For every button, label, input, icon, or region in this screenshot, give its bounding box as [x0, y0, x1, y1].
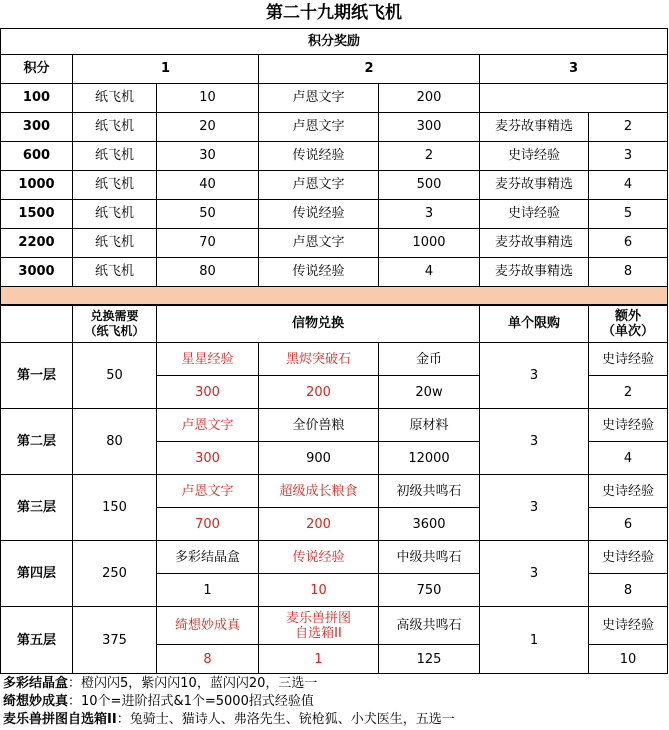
extra-name: 史诗经验: [589, 607, 668, 645]
extra-qty: 8: [589, 574, 668, 607]
header-tier-2: 2: [259, 54, 480, 83]
item-3-qty: 20w: [379, 376, 480, 409]
reward-3-qty: 5: [589, 199, 668, 228]
item-3-qty: 3600: [379, 508, 480, 541]
item-2-qty: 1: [259, 645, 379, 674]
reward-3-qty: 6: [589, 228, 668, 257]
reward-2-name: 卢恩文字: [259, 112, 379, 141]
note-fantasy-dream: [3, 693, 667, 711]
reward-3-name: 麦芬故事精选: [480, 257, 589, 286]
reward-3-name: 麦芬故事精选: [480, 228, 589, 257]
reward-2-name: 传说经验: [259, 199, 379, 228]
item-2-qty: 200: [259, 508, 379, 541]
header-purchase-limit: 单个限购: [480, 305, 589, 343]
table-row: [1, 257, 668, 286]
header-extra-reward: 额外 （单次）: [589, 305, 668, 343]
note-text: ：10个=进阶招式&1个=5000招式经验值: [68, 694, 314, 709]
floor-name: 第二层: [1, 409, 73, 475]
header-tier-1: 1: [73, 54, 259, 83]
table-row: [1, 199, 668, 228]
item-2-qty: 200: [259, 376, 379, 409]
floor-cost: 150: [73, 475, 157, 541]
item-1-qty: 1: [157, 574, 259, 607]
floor-limit: 3: [480, 541, 589, 607]
header-exchange-cost: 兑换需要 （纸飞机）: [73, 305, 157, 343]
table-row: [1, 228, 668, 257]
reward-3-name: 史诗经验: [480, 199, 589, 228]
item-1-name: 卢恩文字: [157, 475, 259, 508]
item-1-name: 星星经验: [157, 343, 259, 376]
reward-3-empty: [480, 83, 668, 112]
extra-qty: 6: [589, 508, 668, 541]
note-label: 绮想妙成真: [3, 694, 69, 709]
item-2-name: 超级成长粮食: [259, 475, 379, 508]
points-value: 2200: [1, 228, 73, 257]
floor-limit: 3: [480, 409, 589, 475]
floor-row: [1, 607, 668, 645]
extra-qty: 4: [589, 442, 668, 475]
points-value: 300: [1, 112, 73, 141]
reward-1-qty: 20: [157, 112, 259, 141]
reward-1-name: 纸飞机: [73, 141, 157, 170]
item-1-name: 多彩结晶盒: [157, 541, 259, 574]
reward-3-name: 麦芬故事精选: [480, 170, 589, 199]
floor-cost: 375: [73, 607, 157, 674]
floor-name: 第一层: [1, 343, 73, 409]
reward-1-name: 纸飞机: [73, 228, 157, 257]
floor-cost: 250: [73, 541, 157, 607]
extra-name: 史诗经验: [589, 409, 668, 442]
note-label: 多彩结晶盒: [3, 676, 69, 691]
reward-1-qty: 40: [157, 170, 259, 199]
reward-2-name: 卢恩文字: [259, 170, 379, 199]
header-floor-empty: [1, 305, 73, 343]
floor-limit: 3: [480, 343, 589, 409]
footnotes: [3, 675, 667, 729]
extra-name: 史诗经验: [589, 343, 668, 376]
token-exchange-table: [0, 304, 668, 674]
item-2-name: 传说经验: [259, 541, 379, 574]
floor-name: 第四层: [1, 541, 73, 607]
points-value: 600: [1, 141, 73, 170]
reward-3-qty: 3: [589, 141, 668, 170]
reward-1-qty: 70: [157, 228, 259, 257]
reward-2-qty: 500: [379, 170, 480, 199]
points-reward-table: [0, 0, 668, 306]
points-value: 3000: [1, 257, 73, 286]
header-tier-3: 3: [480, 54, 668, 83]
floor-name: 第三层: [1, 475, 73, 541]
table-row: [1, 83, 668, 112]
item-3-name: 初级共鸣石: [379, 475, 480, 508]
floor-cost: 50: [73, 343, 157, 409]
reward-3-qty: 2: [589, 112, 668, 141]
extra-qty: 2: [589, 376, 668, 409]
reward-3-qty: 4: [589, 170, 668, 199]
floor-row: [1, 343, 668, 376]
reward-3-name: 史诗经验: [480, 141, 589, 170]
extra-qty: 10: [589, 645, 668, 674]
header-token-exchange: 信物兑换: [157, 305, 480, 343]
points-value: 100: [1, 83, 73, 112]
item-1-name: 绮想妙成真: [157, 607, 259, 645]
reward-2-qty: 300: [379, 112, 480, 141]
table-row: [1, 141, 668, 170]
item-3-name: 金币: [379, 343, 480, 376]
reward-2-name: 传说经验: [259, 141, 379, 170]
floor-cost: 80: [73, 409, 157, 475]
reward-1-name: 纸飞机: [73, 170, 157, 199]
item-3-qty: 750: [379, 574, 480, 607]
item-3-name: 原材料: [379, 409, 480, 442]
reward-1-name: 纸飞机: [73, 83, 157, 112]
reward-1-name: 纸飞机: [73, 199, 157, 228]
header-points: 积分: [1, 54, 73, 83]
item-3-qty: 12000: [379, 442, 480, 475]
table-row: [1, 112, 668, 141]
table-row: [1, 170, 668, 199]
extra-name: 史诗经验: [589, 541, 668, 574]
item-1-qty: 8: [157, 645, 259, 674]
reward-2-qty: 1000: [379, 228, 480, 257]
reward-2-name: 传说经验: [259, 257, 379, 286]
reward-1-name: 纸飞机: [73, 112, 157, 141]
item-1-name: 卢恩文字: [157, 409, 259, 442]
extra-name: 史诗经验: [589, 475, 668, 508]
section-title-points-reward: 积分奖励: [1, 28, 668, 54]
reward-2-qty: 2: [379, 141, 480, 170]
reward-2-name: 卢恩文字: [259, 228, 379, 257]
floor-limit: 3: [480, 475, 589, 541]
item-2-name: 麦乐兽拼图 自选箱II: [259, 607, 379, 645]
floor-limit: 1: [480, 607, 589, 674]
item-2-name: 全价兽粮: [259, 409, 379, 442]
item-3-qty: 125: [379, 645, 480, 674]
reward-2-name: 卢恩文字: [259, 83, 379, 112]
floor-name: 第五层: [1, 607, 73, 674]
reward-2-qty: 4: [379, 257, 480, 286]
item-3-name: 高级共鸣石: [379, 607, 480, 645]
reward-3-name: 麦芬故事精选: [480, 112, 589, 141]
reward-1-name: 纸飞机: [73, 257, 157, 286]
note-crystal-box: [3, 675, 667, 693]
points-value: 1000: [1, 170, 73, 199]
item-2-qty: 900: [259, 442, 379, 475]
page-title: 第二十九期纸飞机: [266, 3, 403, 24]
note-text: ：兔骑士、猫诗人、弗洛先生、铳枪狐、小犬医生，五选一: [116, 712, 455, 727]
reward-1-qty: 30: [157, 141, 259, 170]
item-1-qty: 700: [157, 508, 259, 541]
reward-2-qty: 3: [379, 199, 480, 228]
reward-1-qty: 80: [157, 257, 259, 286]
section-separator: [1, 286, 668, 305]
item-3-name: 中级共鸣石: [379, 541, 480, 574]
reward-1-qty: 50: [157, 199, 259, 228]
floor-row: [1, 541, 668, 574]
note-puzzle-box: [3, 711, 667, 729]
item-2-qty: 10: [259, 574, 379, 607]
item-1-qty: 300: [157, 376, 259, 409]
reward-3-qty: 8: [589, 257, 668, 286]
note-label: 麦乐兽拼图自选箱II: [3, 712, 117, 727]
reward-2-qty: 200: [379, 83, 480, 112]
item-2-name: 黑烬突破石: [259, 343, 379, 376]
item-1-qty: 300: [157, 442, 259, 475]
note-text: ：橙闪闪5，紫闪闪10，蓝闪闪20，三选一: [68, 676, 318, 691]
floor-row: [1, 475, 668, 508]
reward-1-qty: 10: [157, 83, 259, 112]
points-value: 1500: [1, 199, 73, 228]
floor-row: [1, 409, 668, 442]
